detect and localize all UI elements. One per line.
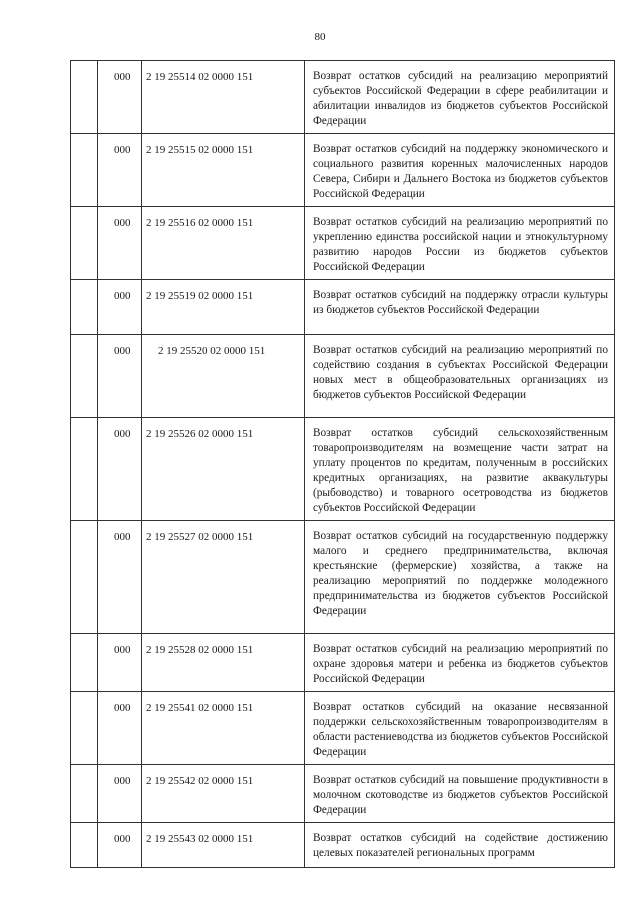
table-row — [71, 692, 615, 765]
classification-code-cell: 2 19 25514 02 0000 151 — [142, 61, 305, 134]
page-number: 80 — [314, 31, 326, 43]
description-cell: Возврат остатков субсидий на повышение продуктивности в молочном скотоводстве из бюджетов субъектов Российской Федерации — [305, 765, 615, 823]
admin-code-cell: 000 — [98, 61, 142, 134]
classification-code-cell: 2 19 25542 02 0000 151 — [142, 765, 305, 823]
table-row — [71, 634, 615, 692]
classification-code-cell: 2 19 25543 02 0000 151 — [142, 823, 305, 868]
description-cell: Возврат остатков субсидий сельскохозяйственным товаропроизводителям на возмещение части затрат на уплату процентов по кредитам, полученным в российских кредитных организациях, на развитие аквакультуры (рыбоводство) и товарного осетроводства из бюджетов субъектов Российской Федерации — [305, 418, 615, 521]
admin-code-cell: 000 — [98, 765, 142, 823]
blank-cell — [71, 335, 98, 418]
admin-code-cell: 000 — [98, 134, 142, 207]
classification-code-cell: 2 19 25541 02 0000 151 — [142, 692, 305, 765]
table-row — [71, 134, 615, 207]
classification-code-cell: 2 19 25516 02 0000 151 — [142, 207, 305, 280]
table-row — [71, 280, 615, 335]
description-cell: Возврат остатков субсидий на реализацию мероприятий по охране здоровья матери и ребенка из бюджетов субъектов Российской Федерации — [305, 634, 615, 692]
table-row — [71, 765, 615, 823]
description-cell: Возврат остатков субсидий на государственную поддержку малого и среднего предпринимательства, включая крестьянские (фермерские) хозяйства, а также на реализацию мероприятий по поддержке молодежного предпринимательства из бюджетов субъектов Российской Федерации — [305, 521, 615, 634]
classification-code-cell: 2 19 25528 02 0000 151 — [142, 634, 305, 692]
admin-code-cell: 000 — [98, 692, 142, 765]
blank-cell — [71, 823, 98, 868]
description-cell: Возврат остатков субсидий на содействие достижению целевых показателей региональных программ — [305, 823, 615, 868]
admin-code-cell: 000 — [98, 280, 142, 335]
blank-cell — [71, 765, 98, 823]
admin-code-cell: 000 — [98, 823, 142, 868]
table-row — [71, 207, 615, 280]
table-row — [71, 418, 615, 521]
blank-cell — [71, 207, 98, 280]
description-cell: Возврат остатков субсидий на поддержку отрасли культуры из бюджетов субъектов Российской Федерации — [305, 280, 615, 335]
blank-cell — [71, 134, 98, 207]
table-row — [71, 335, 615, 418]
classification-code-cell: 2 19 25519 02 0000 151 — [142, 280, 305, 335]
description-cell: Возврат остатков субсидий на реализацию мероприятий субъектов Российской Федерации в сфере реабилитации и абилитации инвалидов из бюджетов субъектов Российской Федерации — [305, 61, 615, 134]
classification-code-cell: 2 19 25515 02 0000 151 — [142, 134, 305, 207]
admin-code-cell: 000 — [98, 634, 142, 692]
description-cell: Возврат остатков субсидий на реализацию мероприятий по укреплению единства российской нации и этнокультурному развитию народов России из бюджетов субъектов Российской Федерации — [305, 207, 615, 280]
admin-code-cell: 000 — [98, 207, 142, 280]
admin-code-cell: 000 — [98, 521, 142, 634]
description-cell: Возврат остатков субсидий на оказание несвязанной поддержки сельскохозяйственным товаропроизводителям в области растениеводства из бюджетов субъектов Российской Федерации — [305, 692, 615, 765]
description-cell: Возврат остатков субсидий на реализацию мероприятий по содействию создания в субъектах Российской Федерации новых мест в общеобразовательных организациях из бюджетов субъектов Российской Федерации — [305, 335, 615, 418]
classification-code-cell: 2 19 25526 02 0000 151 — [142, 418, 305, 521]
admin-code-cell: 000 — [98, 335, 142, 418]
description-cell: Возврат остатков субсидий на поддержку экономического и социального развития коренных малочисленных народов Севера, Сибири и Дальнего Востока из бюджетов субъектов Российской Федерации — [305, 134, 615, 207]
table-row — [71, 521, 615, 634]
blank-cell — [71, 280, 98, 335]
blank-cell — [71, 634, 98, 692]
blank-cell — [71, 692, 98, 765]
blank-cell — [71, 521, 98, 634]
classification-code-cell: 2 19 25520 02 0000 151 — [142, 335, 305, 418]
table-row — [71, 61, 615, 134]
classification-code-cell: 2 19 25527 02 0000 151 — [142, 521, 305, 634]
blank-cell — [71, 418, 98, 521]
blank-cell — [71, 61, 98, 134]
table-row — [71, 823, 615, 868]
admin-code-cell: 000 — [98, 418, 142, 521]
budget-classification-table — [70, 60, 615, 868]
